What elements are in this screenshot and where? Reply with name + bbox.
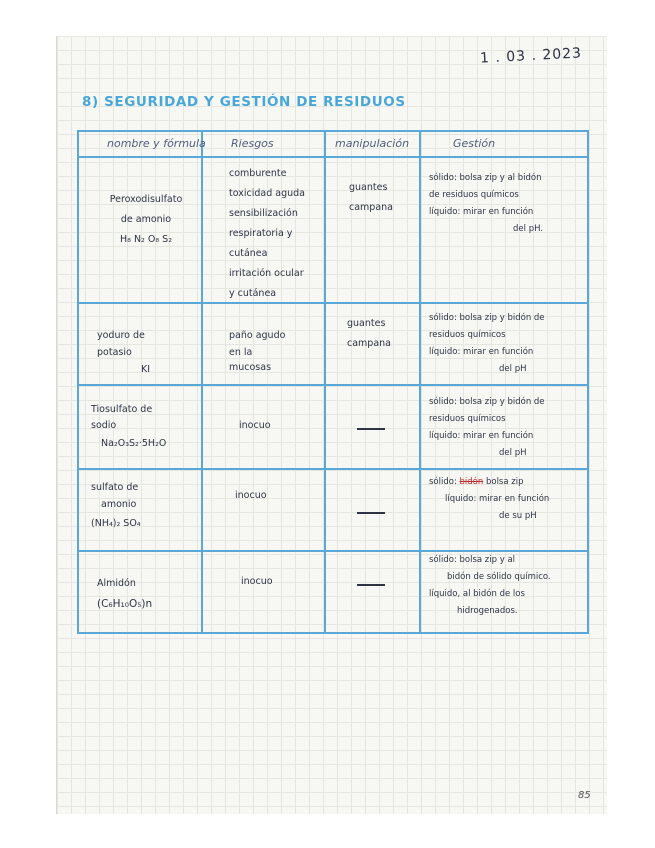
row-4-risks bbox=[235, 486, 267, 506]
risk-line: inocuo bbox=[239, 420, 271, 431]
row-5-management bbox=[429, 552, 551, 620]
row-1-name bbox=[101, 190, 191, 250]
formula: KI bbox=[141, 364, 151, 375]
handling-line: guantes bbox=[349, 182, 388, 193]
management-line: del pH. bbox=[513, 224, 544, 234]
formula: (NH₄)₂ SO₄ bbox=[91, 518, 141, 529]
risk-line: paño agudo bbox=[229, 330, 286, 341]
header-handling: manipulación bbox=[335, 137, 410, 150]
name-line: de amonio bbox=[120, 214, 172, 225]
name-line: Tiosulfato de bbox=[91, 404, 153, 415]
table-rule bbox=[587, 130, 589, 633]
struck-word: bidón bbox=[459, 477, 484, 487]
name-line: Peroxodisulfato bbox=[109, 194, 183, 205]
management-line: sólido: bolsa zip y al bidón bbox=[429, 173, 542, 183]
empty-dash bbox=[357, 512, 385, 514]
name-line: potasio bbox=[97, 347, 132, 358]
management-line bbox=[429, 474, 549, 491]
name-line: yoduro de bbox=[97, 330, 145, 341]
page-number: 85 bbox=[578, 790, 591, 801]
table-rule bbox=[77, 384, 589, 386]
management-line: hidrogenados. bbox=[457, 606, 518, 616]
handling-line: guantes bbox=[347, 318, 386, 329]
risk-line: irritación ocular bbox=[229, 268, 304, 279]
header-management: Gestión bbox=[453, 137, 496, 150]
empty-dash bbox=[357, 428, 385, 430]
name-line: sulfato de bbox=[91, 482, 139, 493]
risk-line: cutánea bbox=[229, 248, 268, 259]
safety-table bbox=[77, 130, 589, 633]
page-date: 1 . 03 . 2023 bbox=[479, 45, 583, 67]
management-line: del pH bbox=[499, 448, 527, 458]
table-rule bbox=[324, 130, 326, 633]
row-5-name bbox=[97, 574, 152, 614]
section-title: 8) SEGURIDAD Y GESTIÓN DE RESIDUOS bbox=[82, 94, 406, 110]
header-risks: Riesgos bbox=[231, 137, 274, 150]
row-2-risks bbox=[229, 326, 285, 376]
row-3-management bbox=[429, 394, 545, 462]
risk-line: mucosas bbox=[229, 362, 272, 373]
management-rest: bolsa zip bbox=[485, 477, 524, 487]
management-line: sólido: bolsa zip y al bbox=[429, 555, 516, 565]
table-rule bbox=[77, 130, 79, 633]
risk-line: y cutánea bbox=[229, 288, 277, 299]
table-rule bbox=[77, 632, 589, 634]
risk-line: en la bbox=[229, 347, 253, 358]
row-1-risks bbox=[229, 164, 305, 304]
row-1-handling bbox=[349, 178, 393, 218]
table-rule bbox=[419, 130, 421, 633]
management-line: bidón de sólido químico. bbox=[447, 572, 551, 582]
row-2-handling bbox=[347, 314, 391, 354]
formula: Na₂O₃S₂·5H₂O bbox=[101, 438, 167, 449]
risk-line: inocuo bbox=[241, 576, 273, 587]
management-line: del pH bbox=[499, 364, 527, 374]
management-line: sólido: bolsa zip y bidón de bbox=[429, 397, 545, 407]
formula: H₈ N₂ O₈ S₂ bbox=[119, 234, 173, 245]
row-5-risks bbox=[241, 572, 273, 592]
management-lead: sólido: bbox=[429, 477, 457, 487]
risk-line: toxicidad aguda bbox=[229, 188, 305, 199]
management-line: residuos químicos bbox=[429, 414, 506, 424]
management-line: de su pH bbox=[499, 511, 537, 521]
management-line: residuos químicos bbox=[429, 330, 506, 340]
name-line: Almidón bbox=[97, 578, 136, 589]
risk-line: respiratoria y bbox=[229, 228, 293, 239]
name-line: amonio bbox=[101, 499, 137, 510]
management-line: líquido: mirar en función bbox=[429, 347, 534, 357]
table-rule bbox=[77, 302, 589, 304]
risk-line: comburente bbox=[229, 168, 287, 179]
row-3-name bbox=[91, 402, 166, 454]
management-line: de residuos químicos bbox=[429, 190, 519, 200]
table-rule bbox=[77, 468, 589, 470]
row-4-name bbox=[91, 480, 141, 534]
empty-dash bbox=[357, 584, 385, 586]
handling-line: campana bbox=[347, 338, 391, 349]
row-4-management bbox=[429, 474, 549, 525]
risk-line: inocuo bbox=[235, 490, 267, 501]
header-name: nombre y fórmula bbox=[107, 137, 206, 150]
formula: (C₆H₁₀O₅)n bbox=[97, 598, 153, 610]
name-line: sodio bbox=[91, 420, 117, 431]
handling-line: campana bbox=[349, 202, 393, 213]
row-3-risks bbox=[239, 416, 271, 436]
table-rule bbox=[201, 130, 203, 633]
table-rule bbox=[77, 156, 589, 158]
management-line: líquido: mirar en función bbox=[429, 431, 534, 441]
row-2-management bbox=[429, 310, 545, 378]
management-line: líquido: mirar en función bbox=[445, 494, 550, 504]
management-line: líquido: mirar en función bbox=[429, 207, 534, 217]
management-line: sólido: bolsa zip y bidón de bbox=[429, 313, 545, 323]
risk-line: sensibilización bbox=[229, 208, 298, 219]
table-rule bbox=[77, 130, 589, 132]
management-line: líquido, al bidón de los bbox=[429, 589, 525, 599]
row-1-management bbox=[429, 170, 543, 238]
row-2-name bbox=[97, 326, 150, 380]
